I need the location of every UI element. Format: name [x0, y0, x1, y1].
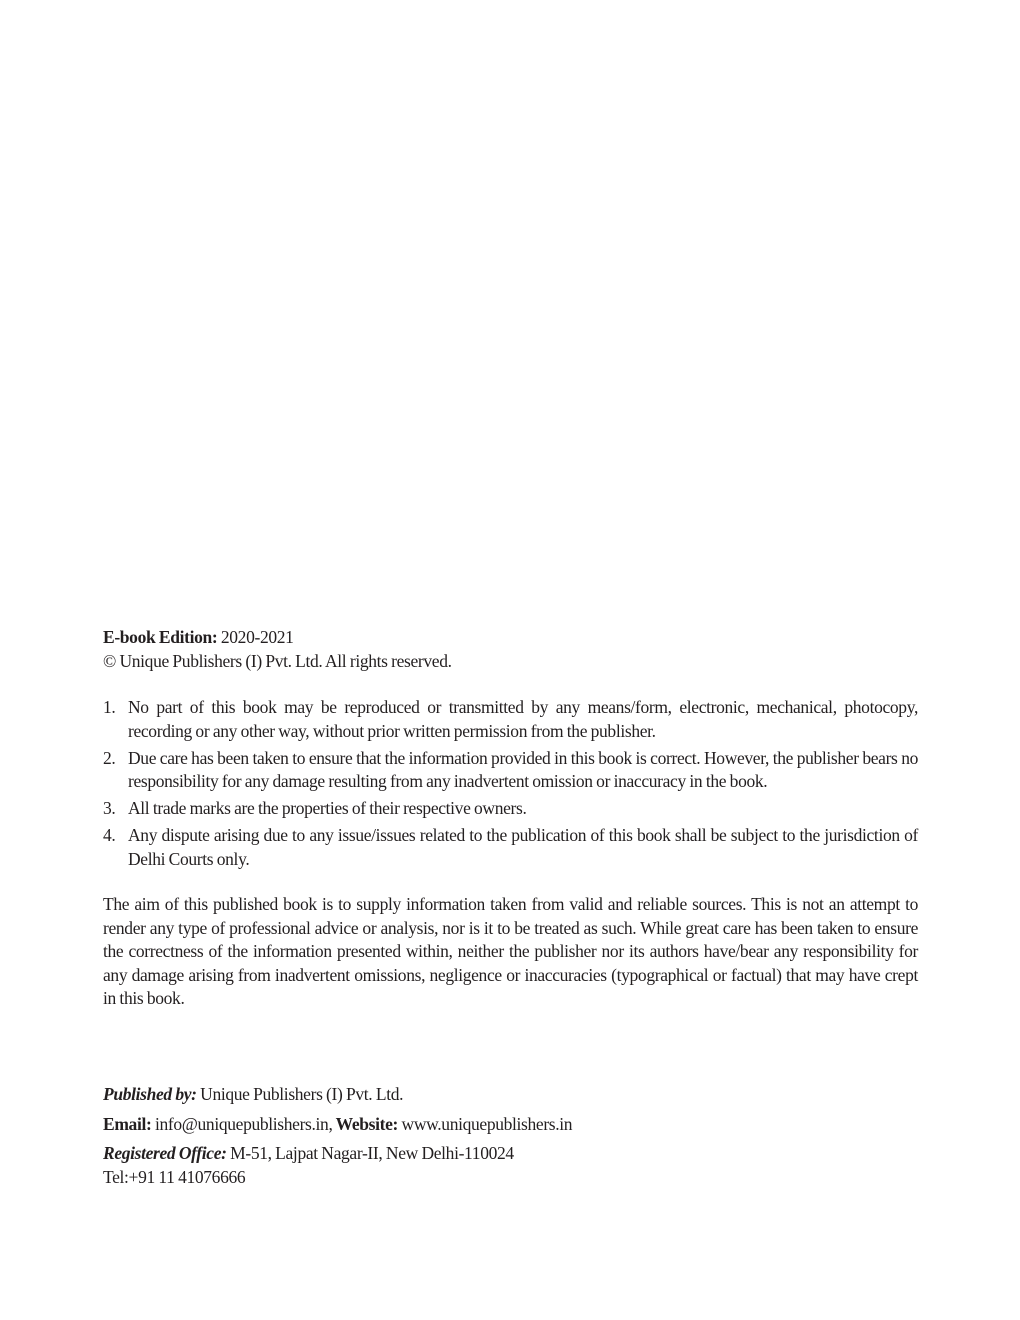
- notice-number: 1.: [103, 697, 116, 717]
- email-value[interactable]: info@uniquepublishers.in,: [151, 1113, 333, 1134]
- edition-value: 2020-2021: [217, 627, 294, 647]
- published-by-line: [103, 1083, 803, 1107]
- office-label: Registered Office:: [103, 1143, 227, 1163]
- notice-item: [103, 797, 918, 821]
- notice-text: All trade marks are the properties of their respective owners.: [128, 798, 527, 818]
- website-label: Website:: [332, 1113, 399, 1134]
- edition-line: [103, 626, 918, 650]
- notice-number: 3.: [103, 798, 116, 818]
- copyright-symbol: ©: [103, 650, 116, 671]
- disclaimer-paragraph: The aim of this published book is to supply information taken from valid and reliable sources. This is not an attempt to render any type of professional advice or analysis, nor is it to be treated as such. While great care has been taken to ensure the correctness of the information presented within, neither the publisher nor its authors have/bear any responsibility for any damage arising from inadvertent omissions, negligence or inaccuracies (typographical or factual) that may have crept in this book.: [103, 894, 918, 1008]
- registered-office-line: [103, 1142, 803, 1166]
- notice-text: Any dispute arising due to any issue/issues related to the publication of this book shall be subject to the jurisdiction of Delhi Courts only.: [128, 825, 918, 869]
- edition-label: E-book Edition:: [103, 627, 218, 647]
- notice-item: [103, 824, 918, 871]
- published-by-label: Published by:: [103, 1084, 197, 1104]
- edition-block: [103, 626, 918, 673]
- notice-item: [103, 696, 918, 743]
- notice-number: 2.: [103, 747, 116, 768]
- notice-number: 4.: [103, 825, 116, 845]
- copyright-page: [103, 626, 918, 1011]
- notice-text: No part of this book may be reproduced or transmitted by any means/form, electronic, mechanical, photocopy, recording or any other way, without prior written permission from the publisher.: [128, 697, 918, 741]
- office-value: M-51, Lajpat Nagar-II, New Delhi-110024: [226, 1143, 514, 1163]
- notice-list: [103, 696, 918, 871]
- copyright-line: [103, 650, 918, 674]
- notice-text: Due care has been taken to ensure that the information provided in this book is correct. However, the publisher bears no responsibility for any damage resulting from any inadvertent omission or inaccuracy in the book.: [128, 747, 918, 791]
- email-label: Email:: [103, 1113, 152, 1134]
- contact-line: [103, 1113, 803, 1137]
- copyright-text: Unique Publishers (I) Pvt. Ltd. All rights reserved.: [115, 650, 452, 671]
- website-value[interactable]: www.uniquepublishers.in: [398, 1113, 573, 1134]
- notice-item: [103, 747, 918, 794]
- published-by-value: Unique Publishers (I) Pvt. Ltd.: [196, 1084, 404, 1104]
- telephone-line: Tel:+91 11 41076666: [103, 1166, 246, 1187]
- publisher-block: [103, 1083, 803, 1189]
